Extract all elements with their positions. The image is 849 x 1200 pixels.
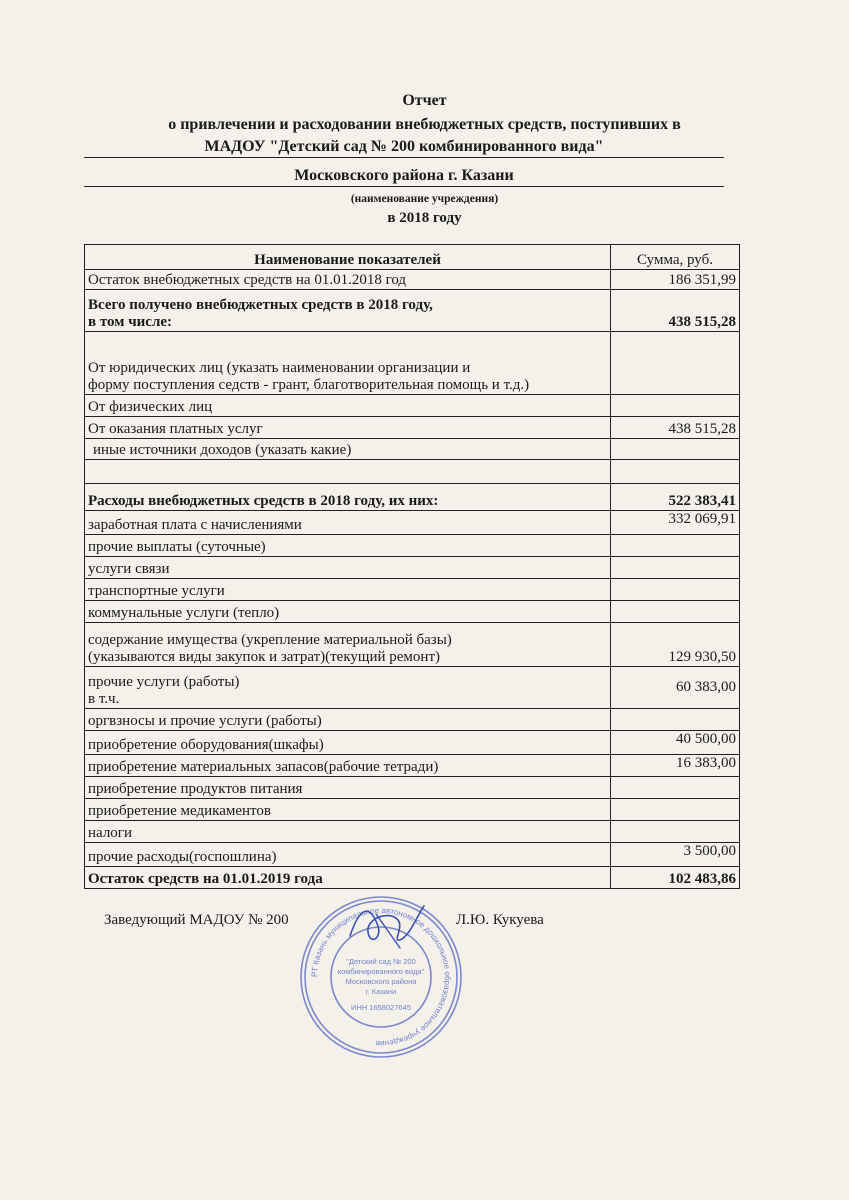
svg-text:г. Казани: г. Казани <box>365 987 397 996</box>
table-row <box>85 395 740 417</box>
row-label: приобретение материальных запасов(рабочие тетради) <box>85 755 611 777</box>
row-label-line2: (указываются виды закупок и затрат)(текущий ремонт) <box>88 649 441 665</box>
report-subtitle: о привлечении и расходовании внебюджетных средств, поступивших в <box>168 116 681 133</box>
table-row <box>85 511 740 535</box>
table-row <box>85 755 740 777</box>
row-label <box>85 460 611 484</box>
row-label: иные источники доходов (указать какие) <box>85 439 611 460</box>
row-value: 332 069,91 <box>611 511 740 535</box>
row-label-line2: форму поступления седств - грант, благотворительная помощь и т.д.) <box>88 377 530 393</box>
row-label: приобретение медикаментов <box>85 799 611 821</box>
report-year: в 2018 году <box>387 210 462 226</box>
svg-text:ИНН 1658027645: ИНН 1658027645 <box>350 1003 412 1012</box>
table-row <box>85 799 740 821</box>
report-title: Отчет <box>402 92 447 109</box>
row-label <box>85 332 611 395</box>
row-label: От оказания платных услуг <box>85 417 611 439</box>
handwritten-signature <box>340 896 430 956</box>
table-row <box>85 623 740 667</box>
row-value <box>611 579 740 601</box>
institution-caption: (наименование учреждения) <box>350 193 499 205</box>
row-value: 186 351,99 <box>611 270 740 290</box>
row-label-line2: в т.ч. <box>88 691 120 707</box>
table-row <box>85 601 740 623</box>
institution-name: МАДОУ "Детский сад № 200 комбинированного вида" <box>84 137 724 158</box>
header-name: Наименование показателей <box>85 245 611 270</box>
svg-text:Московского района: Московского района <box>345 977 417 986</box>
signature-position: Заведующий МАДОУ № 200 <box>104 912 289 928</box>
row-value <box>611 460 740 484</box>
signature-name: Л.Ю. Кукуева <box>456 912 544 928</box>
table-row <box>85 290 740 332</box>
row-label <box>85 667 611 709</box>
row-label-line1: Всего получено внебюджетных средств в 2018 году, <box>88 297 433 313</box>
table-header-row <box>85 245 740 270</box>
row-value <box>611 821 740 843</box>
table-row <box>85 460 740 484</box>
row-label: заработная плата с начислениями <box>85 511 611 535</box>
row-label: Остаток средств на 01.01.2019 года <box>85 867 611 889</box>
row-label: прочие выплаты (суточные) <box>85 535 611 557</box>
row-value: 60 383,00 <box>611 667 740 709</box>
row-label: услуги связи <box>85 557 611 579</box>
row-value: 522 383,41 <box>611 484 740 511</box>
row-value: 129 930,50 <box>611 623 740 667</box>
row-label: оргвзносы и прочие услуги (работы) <box>85 709 611 731</box>
row-label-line1: содержание имущества (укрепление материальной базы) <box>88 632 452 648</box>
row-value: 102 483,86 <box>611 867 740 889</box>
table-row <box>85 821 740 843</box>
table-row <box>85 439 740 460</box>
table-row <box>85 535 740 557</box>
table-row <box>85 270 740 290</box>
table-row <box>85 417 740 439</box>
row-value <box>611 557 740 579</box>
row-value: 438 515,28 <box>611 417 740 439</box>
table-row <box>85 709 740 731</box>
table-row-total <box>85 867 740 889</box>
row-label <box>85 623 611 667</box>
table-row <box>85 557 740 579</box>
report-table <box>84 244 740 889</box>
table-row <box>85 843 740 867</box>
table-row <box>85 731 740 755</box>
row-value <box>611 799 740 821</box>
row-label: коммунальные услуги (тепло) <box>85 601 611 623</box>
row-value <box>611 601 740 623</box>
row-value <box>611 535 740 557</box>
row-value <box>611 709 740 731</box>
svg-text:"Детский сад № 200: "Детский сад № 200 <box>346 957 416 966</box>
svg-text:комбинированного вида": комбинированного вида" <box>337 967 425 976</box>
table-row <box>85 332 740 395</box>
header-sum: Сумма, руб. <box>611 245 740 270</box>
institution-district: Московского района г. Казани <box>84 166 724 187</box>
row-label: приобретение продуктов питания <box>85 777 611 799</box>
row-label: прочие расходы(госпошлина) <box>85 843 611 867</box>
row-label <box>85 290 611 332</box>
row-label-line1: прочие услуги (работы) <box>88 674 240 690</box>
row-value <box>611 332 740 395</box>
table-row <box>85 579 740 601</box>
row-value <box>611 439 740 460</box>
table-row <box>85 484 740 511</box>
row-value <box>611 777 740 799</box>
row-value: 40 500,00 <box>611 731 740 755</box>
row-label-line2: в том числе: <box>88 314 173 330</box>
row-label: Остаток внебюджетных средств на 01.01.2018 год <box>85 270 611 290</box>
row-value: 3 500,00 <box>611 843 740 867</box>
svg-text:РТ Казань муниципальное автоно: РТ Казань муниципальное автономное дошкольное образовательное учреждение <box>309 905 453 1049</box>
row-value <box>611 395 740 417</box>
row-value: 16 383,00 <box>611 755 740 777</box>
row-label: налоги <box>85 821 611 843</box>
row-label-line1: От юридических лиц (указать наименовании организации и <box>88 360 471 376</box>
row-value: 438 515,28 <box>611 290 740 332</box>
row-label: От физических лиц <box>85 395 611 417</box>
row-label: Расходы внебюджетных средств в 2018 году, их них: <box>85 484 611 511</box>
table-row <box>85 777 740 799</box>
table-row <box>85 667 740 709</box>
row-label: транспортные услуги <box>85 579 611 601</box>
row-label: приобретение оборудования(шкафы) <box>85 731 611 755</box>
